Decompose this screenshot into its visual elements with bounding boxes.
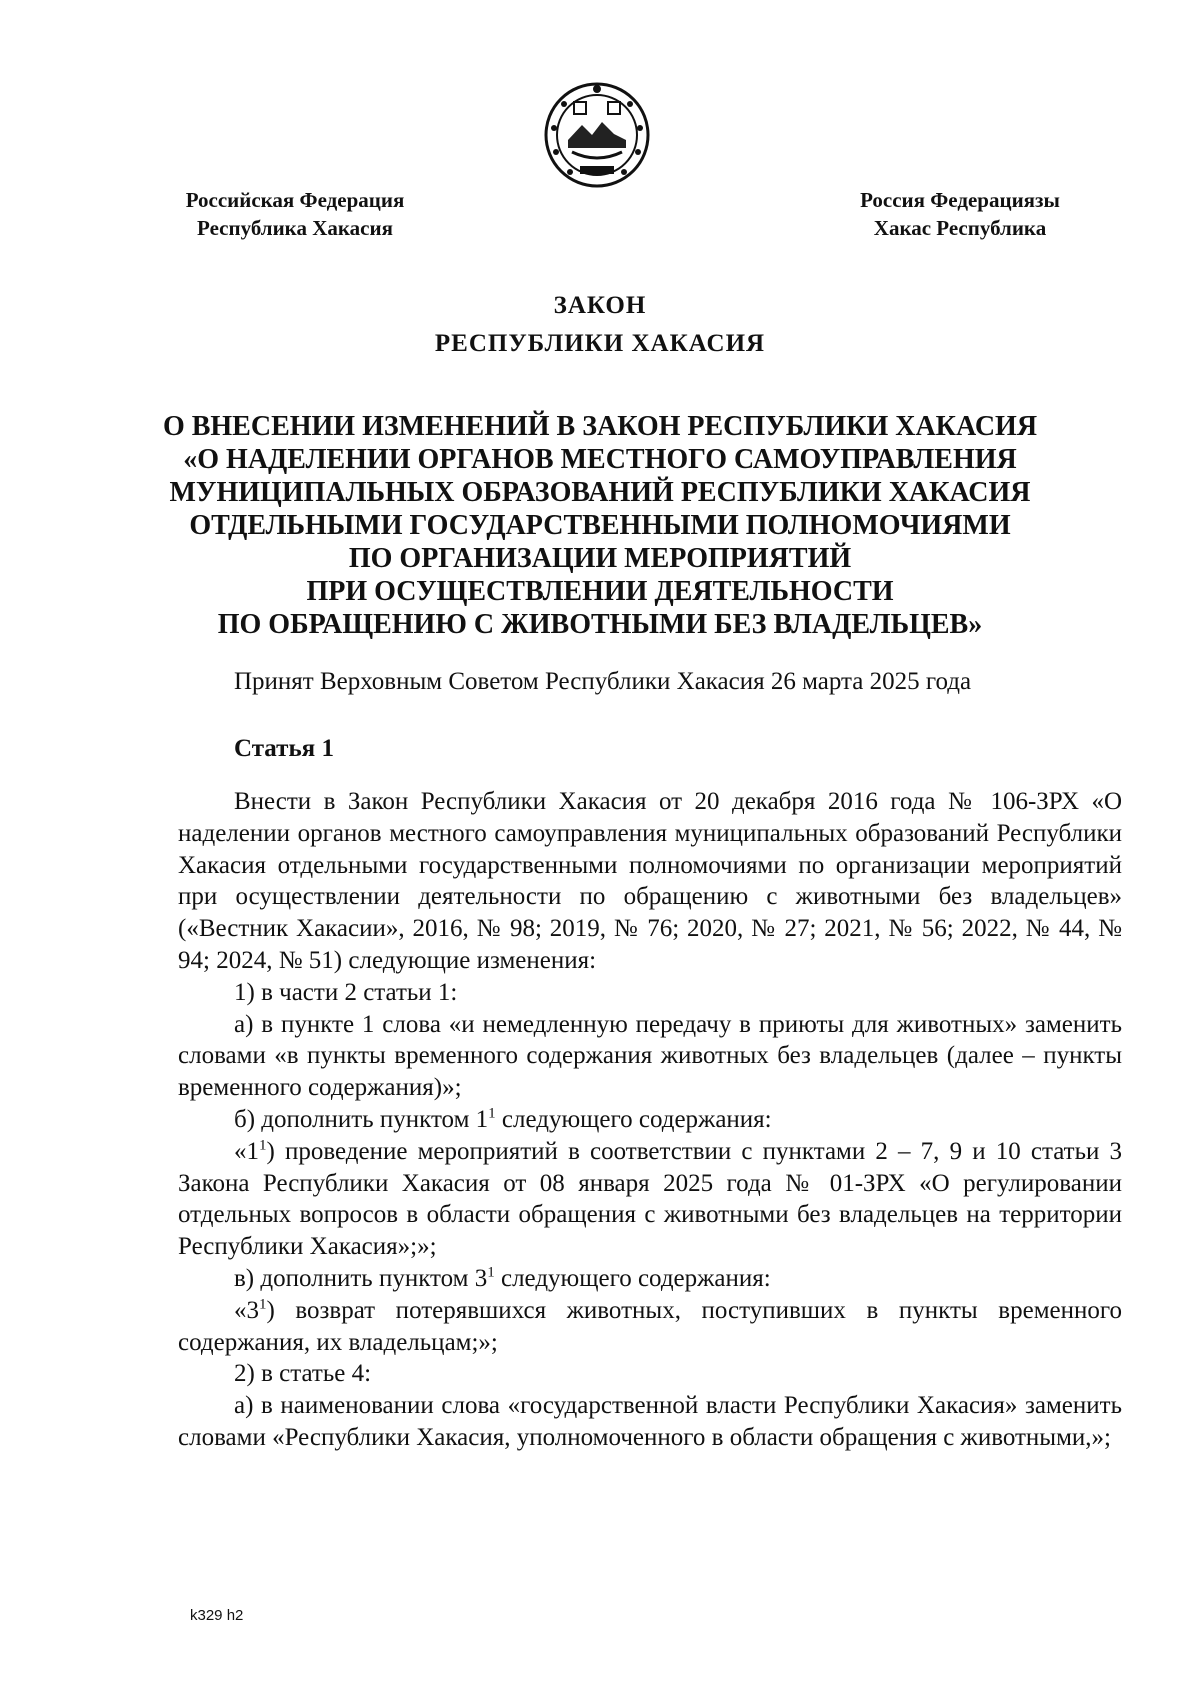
paragraph-text: «3	[234, 1296, 259, 1324]
paragraph-text: б) дополнить пунктом 1	[234, 1105, 489, 1133]
paragraph: Внести в Закон Республики Хакасия от 20 декабря 2016 года № 106-ЗРХ «О наделении органов местного самоуправления муниципальных образований Республики Хакасия отдельными государственными полномочиями по организации мероприятий при осуществлении деятельности по обращению с животными без владельцев» («Вестник Хакасии», 2016, № 98; 2019, № 76; 2020, № 27; 2021, № 56; 2022, № 44, № 94; 2024, № 51) следующие изменения:	[178, 788, 1122, 974]
paragraph	[178, 1263, 1122, 1295]
paragraph	[178, 1136, 1122, 1263]
paragraph-text: «1	[234, 1137, 259, 1165]
paragraph: а) в пункте 1 слова «и немедленную передачу в приюты для животных» заменить словами «в пункты временного содержания животных без владельцев (далее – пункты временного содержания)»;	[178, 1010, 1122, 1102]
law-subject	[150, 410, 1050, 641]
paragraph-text: ) возврат потерявшихся животных, поступивших в пункты временного содержания, их владельцам;»;	[178, 1296, 1122, 1356]
subject-line: ПРИ ОСУЩЕСТВЛЕНИИ ДЕЯТЕЛЬНОСТИ	[306, 576, 894, 607]
paragraph-text: следующего содержания:	[494, 1264, 771, 1292]
paragraph: 1) в части 2 статьи 1:	[234, 978, 458, 1006]
document-code: k329 h2	[190, 1607, 244, 1624]
paragraph: а) в наименовании слова «государственной власти Республики Хакасия» заменить словами «Республики Хакасия, уполномоченного в области обращения с животными,»;	[178, 1392, 1122, 1451]
paragraph-text: следующего содержания:	[495, 1105, 772, 1133]
header-left-republic: Республика Хакасия	[197, 216, 393, 240]
law-title: ЗАКОН	[553, 292, 647, 319]
paragraph-text: ) проведение мероприятий в соответствии с пунктами 2 – 7, 9 и 10 статьи 3 Закона Республики Хакасия от 08 января 2025 года № 01-ЗРХ «О регулировании отдельных вопросов в области обращения с животными без владельцев на территории Республики Хакасия»;»;	[178, 1137, 1122, 1261]
paragraph: 2) в статье 4:	[234, 1360, 372, 1388]
header-left-country: Российская Федерация	[185, 188, 405, 212]
header-right-country: Россия Федерациязы	[860, 188, 1060, 212]
subject-line: «О НАДЕЛЕНИИ ОРГАНОВ МЕСТНОГО САМОУПРАВЛЕНИЯ	[183, 444, 1017, 475]
header-left	[150, 186, 440, 242]
paragraph	[178, 1104, 1122, 1136]
article-heading: Статья 1	[234, 735, 334, 762]
coat-of-arms-icon	[542, 80, 652, 190]
paragraph	[178, 1295, 1122, 1359]
superscript: 1	[259, 1137, 267, 1154]
header-right	[820, 186, 1100, 242]
superscript: 1	[487, 1264, 495, 1281]
subject-line: ПО ОРГАНИЗАЦИИ МЕРОПРИЯТИЙ	[348, 543, 852, 574]
subject-line: ПО ОБРАЩЕНИЮ С ЖИВОТНЫМИ БЕЗ ВЛАДЕЛЬЦЕВ»	[217, 609, 983, 640]
superscript: 1	[259, 1296, 267, 1313]
subject-line: О ВНЕСЕНИИ ИЗМЕНЕНИЙ В ЗАКОН РЕСПУБЛИКИ ХАКАСИЯ	[162, 411, 1038, 442]
subject-line: ОТДЕЛЬНЫМИ ГОСУДАРСТВЕННЫМИ ПОЛНОМОЧИЯМИ	[189, 510, 1011, 541]
subject-line: МУНИЦИПАЛЬНЫХ ОБРАЗОВАНИЙ РЕСПУБЛИКИ ХАКАСИЯ	[169, 477, 1031, 508]
header-right-republic: Хакас Республика	[873, 216, 1047, 240]
paragraph-text: в) дополнить пунктом 3	[234, 1264, 488, 1292]
adoption-statement: Принят Верховным Советом Республики Хакасия 26 марта 2025 года	[234, 668, 972, 695]
superscript: 1	[488, 1105, 496, 1122]
law-issuer: РЕСПУБЛИКИ ХАКАСИЯ	[434, 330, 766, 357]
article-body	[178, 786, 1122, 1454]
